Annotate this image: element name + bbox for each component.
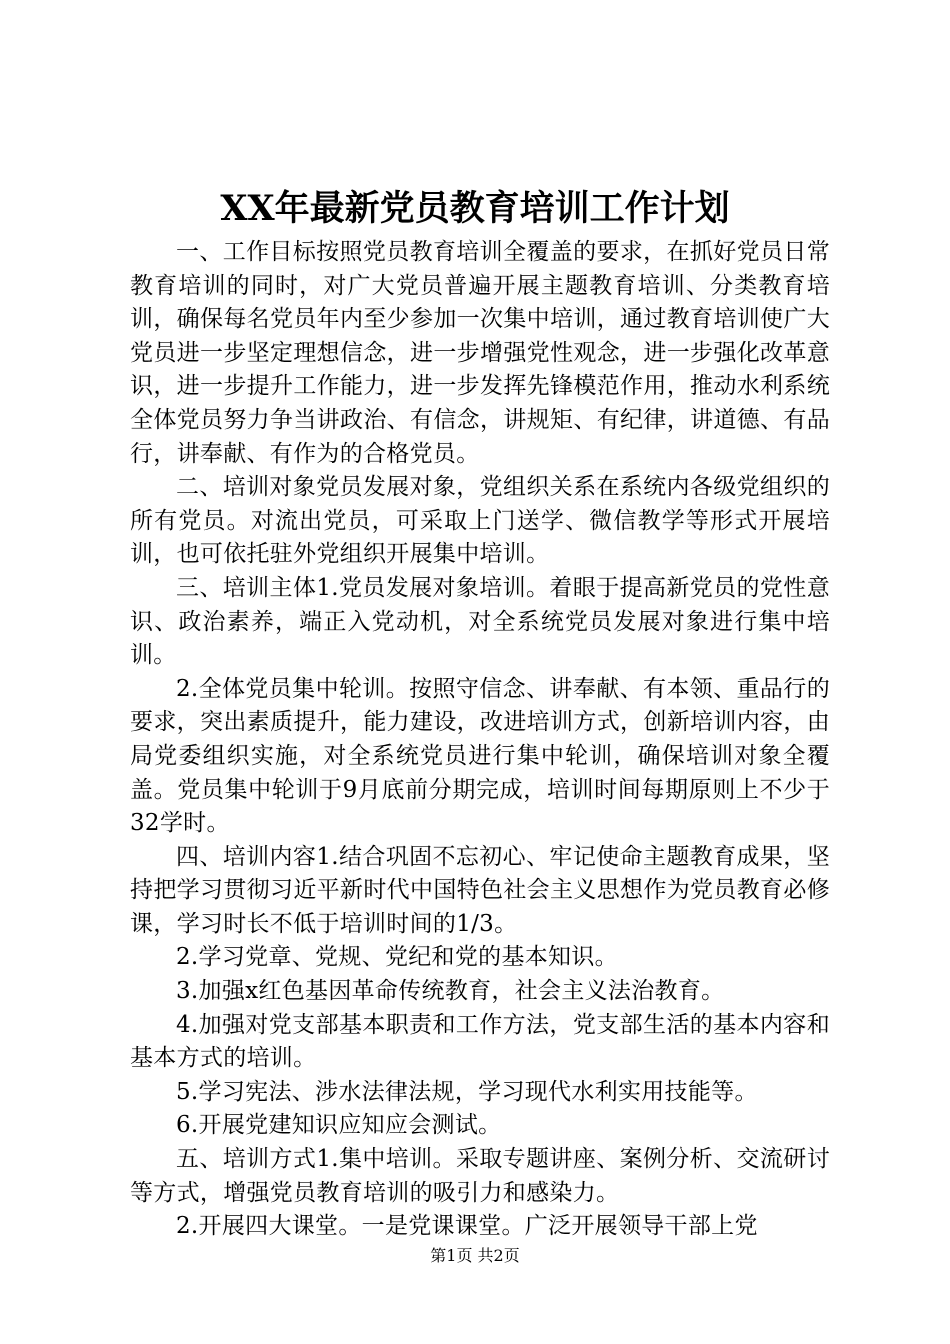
paragraph-four-classrooms: 2.开展四大课堂。一是党课课堂。广泛开展领导干部上党 [176,1213,758,1240]
paragraph-training-targets: 二、培训对象党员发展对象，党组织关系在系统内各级党组织的所有党员。对流出党员，可采取上门送学、微信教学等形式开展培训，也可依托驻外党组织开展集中培训。 [130,474,830,568]
page-number-footer: 第1页 共2页 [430,1246,520,1265]
document-body [130,236,830,1244]
paragraph-training-methods: 五、培训方式1.集中培训。采取专题讲座、案例分析、交流研讨等方式，增强党员教育培训的吸引力和感染力。 [130,1146,830,1206]
paragraph-work-goals: 一、工作目标按照党员教育培训全覆盖的要求，在抓好党员日常教育培训的同时，对广大党员普遍开展主题教育培训、分类教育培训，确保每名党员年内至少参加一次集中培训，通过教育培训使广大党员进一步坚定理想信念，进一步增强党性观念，进一步强化改革意识，进一步提升工作能力，进一步发挥先锋模范作用，推动水利系统全体党员努力争当讲政治、有信念，讲规矩、有纪律，讲道德、有品行，讲奉献、有作为的合格党员。 [130,239,830,467]
paragraph-centralized-rotation: 2.全体党员集中轮训。按照守信念、讲奉献、有本领、重品行的要求，突出素质提升，能力建设，改进培训方式，创新培训内容，由局党委组织实施，对全系统党员进行集中轮训，确保培训对象全覆盖。党员集中轮训于9月底前分期完成，培训时间每期原则上不少于32学时。 [130,675,830,837]
paragraph-content-item-2: 2.学习党章、党规、党纪和党的基本知识。 [176,944,618,971]
document-title: XX年最新党员教育培训工作计划 [220,188,730,229]
paragraph-content-item-4: 4.加强对党支部基本职责和工作方法，党支部生活的基本内容和基本方式的培训。 [130,1011,830,1072]
paragraph-content-item-5: 5.学习宪法、涉水法律法规，学习现代水利实用技能等。 [176,1078,758,1105]
paragraph-content-item-3: 3.加强x红色基因革命传统教育，社会主义法治教育。 [176,978,725,1005]
paragraph-content-item-6: 6.开展党建知识应知应会测试。 [176,1112,502,1139]
paragraph-training-subjects: 三、培训主体1.党员发展对象培训。着眼于提高新党员的党性意识、政治素养，端正入党动机，对全系统党员发展对象进行集中培训。 [130,574,830,669]
paragraph-training-content: 四、培训内容1.结合巩固不忘初心、牢记使命主题教育成果，坚持把学习贯彻习近平新时代中国特色社会主义思想作为党员教育必修课，学习时长不低于培训时间的1/3。 [130,843,830,937]
